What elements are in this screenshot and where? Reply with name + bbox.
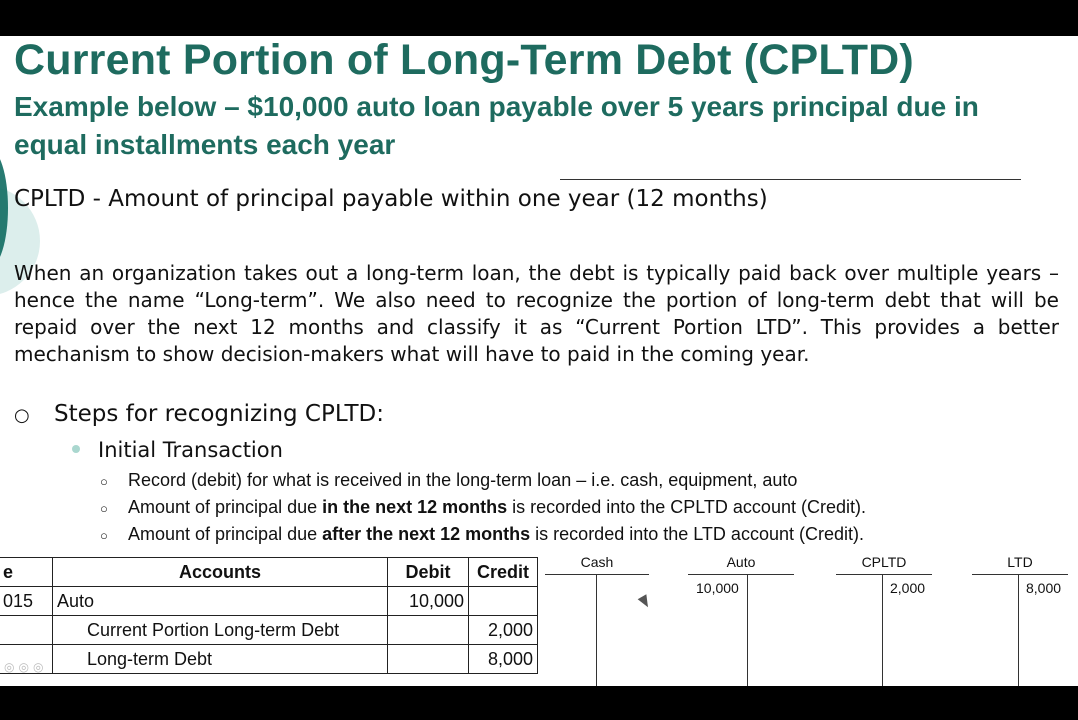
t-account-credit: 2,000 [890, 580, 926, 596]
table-row [0, 645, 538, 674]
steps-label: Steps for recognizing CPLTD: [54, 401, 385, 427]
sub-step-3 [100, 524, 864, 545]
cell-debit: 10,000 [388, 587, 469, 616]
small-hollow-bullet-icon: ○ [100, 473, 108, 489]
t-account-top-line [545, 574, 649, 575]
initial-transaction-item [72, 438, 283, 462]
cell-credit: 8,000 [469, 645, 538, 674]
cell-date: 015 [0, 587, 53, 616]
sub-step-3-pre: Amount of principal due [128, 524, 323, 544]
small-hollow-bullet-icon: ○ [100, 527, 108, 543]
cell-debit [388, 645, 469, 674]
t-account-top-line [688, 574, 794, 575]
sub-step-3-bold: after the next 12 months [322, 524, 531, 544]
header-accounts: Accounts [53, 558, 388, 587]
header-credit: Credit [469, 558, 538, 587]
sub-step-1 [100, 470, 797, 491]
letterbox-bar [0, 686, 1078, 720]
player-controls-icon[interactable]: ◎◎◎ [4, 660, 48, 674]
sub-step-2-post: is recorded into the CPLTD account (Credit). [507, 497, 866, 517]
t-account-debit: 10,000 [696, 580, 739, 596]
t-account-center-line [882, 574, 883, 686]
steps-heading [14, 401, 384, 427]
cell-account: Current Portion Long-term Debt [53, 616, 388, 645]
sub-step-2 [100, 497, 866, 518]
table-row [0, 616, 538, 645]
cell-debit [388, 616, 469, 645]
t-account-top-line [836, 574, 932, 575]
t-account-title: LTD [1007, 554, 1033, 570]
journal-header-row [0, 558, 538, 587]
header-date: e [0, 558, 53, 587]
t-account-title: CPLTD [861, 554, 907, 570]
t-account-credit: 8,000 [1026, 580, 1062, 596]
table-row [0, 587, 538, 616]
t-account-top-line [972, 574, 1068, 575]
dot-bullet-icon [72, 445, 80, 453]
divider-line [560, 179, 1021, 180]
t-account-ltd [972, 554, 1068, 686]
t-account-auto [688, 554, 794, 686]
sub-step-2-bold: in the next 12 months [322, 497, 508, 517]
sub-step-2-pre: Amount of principal due [128, 497, 323, 517]
slide-canvas [0, 36, 1078, 686]
cpltd-definition: CPLTD - Amount of principal payable within one year (12 months) [14, 186, 768, 212]
slide-subtitle: Example below – $10,000 auto loan payable over 5 years principal due in equal installments each year [14, 91, 979, 160]
explanation-paragraph: When an organization takes out a long-term loan, the debt is typically paid back over multiple years – hence the name “Long-term”. We also need to recognize the portion of long-term debt that will be repaid over the next 12 months and classify it as “Current Portion LTD”. This provides a better mechanism to show decision-makers what will have to paid in the coming year. [14, 261, 1059, 366]
slide-title: Current Portion of Long-Term Debt (CPLTD) [14, 36, 914, 84]
t-account-title: Cash [580, 554, 614, 570]
t-account-title: Auto [726, 554, 756, 570]
t-account-center-line [596, 574, 597, 686]
t-account-center-line [747, 574, 748, 686]
t-account-center-line [1018, 574, 1019, 686]
cell-account: Long-term Debt [53, 645, 388, 674]
sub-step-1-text: Record (debit) for what is received in the long-term loan – i.e. cash, equipment, auto [128, 470, 798, 490]
hollow-bullet-icon: ○ [14, 405, 30, 426]
cell-date [0, 616, 53, 645]
small-hollow-bullet-icon: ○ [100, 500, 108, 516]
cell-credit [469, 587, 538, 616]
journal-entry-table [0, 557, 538, 674]
t-account-cpltd [836, 554, 932, 686]
initial-transaction-label: Initial Transaction [98, 438, 283, 462]
sub-step-3-post: is recorded into the LTD account (Credit). [530, 524, 864, 544]
header-debit: Debit [388, 558, 469, 587]
t-account-cash [545, 554, 649, 686]
cell-account: Auto [53, 587, 388, 616]
cell-credit: 2,000 [469, 616, 538, 645]
